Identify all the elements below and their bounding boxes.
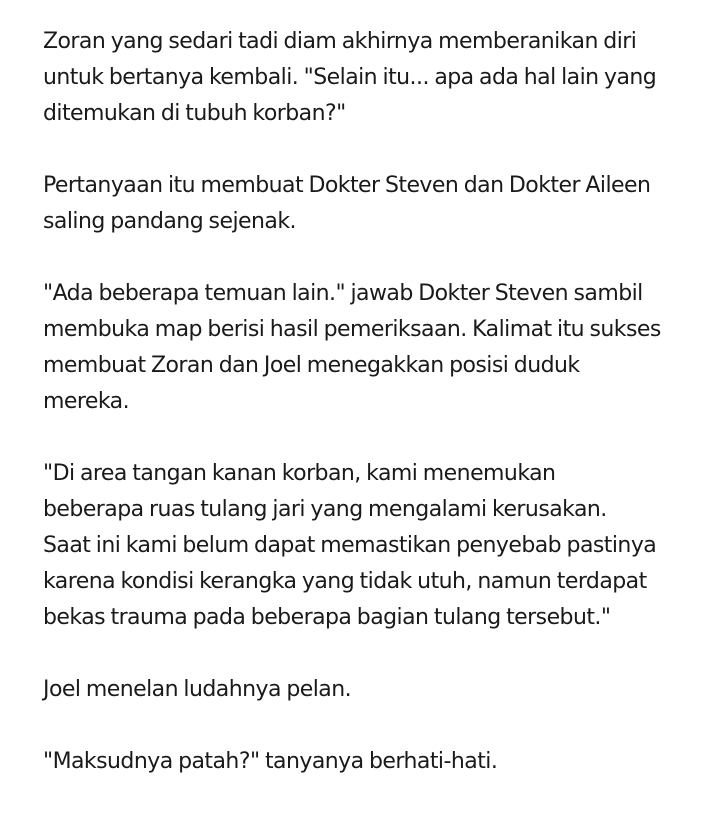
text-line: beberapa ruas tulang jari yang mengalami kerusakan. (43, 497, 607, 522)
text-line: membuat Zoran dan Joel menegakkan posisi duduk (43, 353, 580, 378)
text-line: "Ada beberapa temuan lain." jawab Dokter Steven sambil (43, 281, 643, 306)
paragraph (43, 276, 683, 420)
paragraph (43, 744, 683, 780)
text-line: Zoran yang sedari tadi diam akhirnya memberanikan diri (43, 29, 637, 54)
paragraph (43, 24, 683, 132)
text-line: bekas trauma pada beberapa bagian tulang tersebut." (43, 605, 611, 630)
text-line: saling pandang sejenak. (43, 209, 296, 234)
text-line: Saat ini kami belum dapat memastikan penyebab pastinya (43, 533, 657, 558)
story-text (43, 24, 683, 816)
text-line: Pertanyaan itu membuat Dokter Steven dan Dokter Aileen (43, 173, 651, 198)
paragraph (43, 168, 683, 240)
paragraph (43, 456, 683, 636)
text-line: "Di area tangan kanan korban, kami menemukan (43, 461, 556, 486)
text-line: untuk bertanya kembali. "Selain itu... apa ada hal lain yang (43, 65, 657, 90)
paragraph (43, 672, 683, 708)
text-line: mereka. (43, 389, 130, 414)
text-line: Joel menelan ludahnya pelan. (43, 677, 352, 702)
text-line: karena kondisi kerangka yang tidak utuh, namun terdapat (43, 569, 647, 594)
text-line: "Maksudnya patah?" tanyanya berhati-hati. (43, 749, 498, 774)
text-line: membuka map berisi hasil pemeriksaan. Kalimat itu sukses (43, 317, 661, 342)
text-line: ditemukan di tubuh korban?" (43, 101, 346, 126)
